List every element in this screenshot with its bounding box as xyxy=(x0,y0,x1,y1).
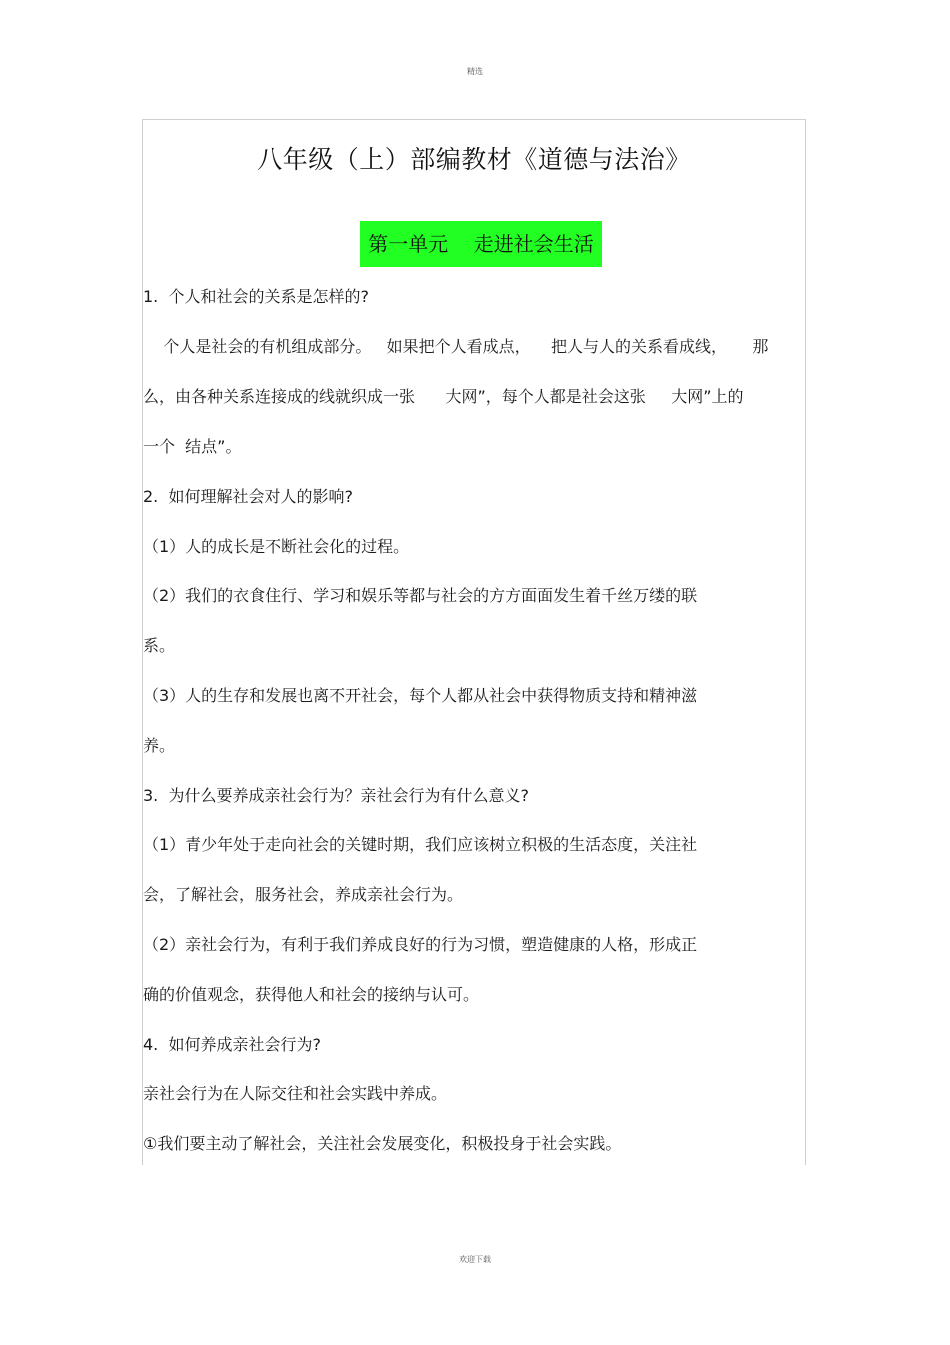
question-4: 4. 如何养成亲社会行为? xyxy=(143,1035,321,1054)
question-3: 3. 为什么要养成亲社会行为？亲社会行为有什么意义? xyxy=(143,786,529,805)
answer-1-line-3: 一个 结点”。 xyxy=(143,437,242,456)
answer-4-point-1: ①我们要主动了解社会，关注社会发展变化，积极投身于社会实践。 xyxy=(143,1134,622,1153)
page-footer-mark: 欢迎下载 xyxy=(459,1255,491,1264)
answer-3-point-1-line-1: （1）青少年处于走向社会的关键时期，我们应该树立积极的生活态度，关注社 xyxy=(143,835,698,854)
answer-2-point-2-line-1: （2）我们的衣食住行、学习和娱乐等都与社会的方方面面发生着千丝万缕的联 xyxy=(143,586,698,605)
answer-3-point-2-line-1: （2）亲社会行为，有利于我们养成良好的行为习惯，塑造健康的人格，形成正 xyxy=(143,935,698,954)
answer-2-point-1: （1）人的成长是不断社会化的过程。 xyxy=(143,537,410,556)
answer-1-line-1: 个人是社会的有机组成部分。 如果把个人看成点， 把人与人的关系看成线， 那 xyxy=(143,337,769,356)
answer-2-point-3-line-1: （3）人的生存和发展也离不开社会，每个人都从社会中获得物质支持和精神滋 xyxy=(143,686,698,705)
answer-1-line-2: 么，由各种关系连接成的线就织成一张 大网”，每个人都是社会这张 大网”上的 xyxy=(143,387,744,406)
unit-heading-highlight: 第一单元 走进社会生活 xyxy=(360,221,602,267)
document-title: 八年级（上）部编教材《道德与法治》 xyxy=(257,145,691,174)
answer-3-point-2-line-2: 确的价值观念，获得他人和社会的接纳与认可。 xyxy=(143,985,480,1004)
answer-3-point-1-line-2: 会，了解社会，服务社会，养成亲社会行为。 xyxy=(143,885,464,904)
answer-4-intro: 亲社会行为在人际交往和社会实践中养成。 xyxy=(143,1084,448,1103)
answer-2-point-2-line-2: 系。 xyxy=(143,636,176,655)
page-header-mark: 精选 xyxy=(467,67,483,76)
question-1: 1. 个人和社会的关系是怎样的? xyxy=(143,287,369,306)
answer-2-point-3-line-2: 养。 xyxy=(143,736,176,755)
question-2: 2. 如何理解社会对人的影响? xyxy=(143,487,353,506)
